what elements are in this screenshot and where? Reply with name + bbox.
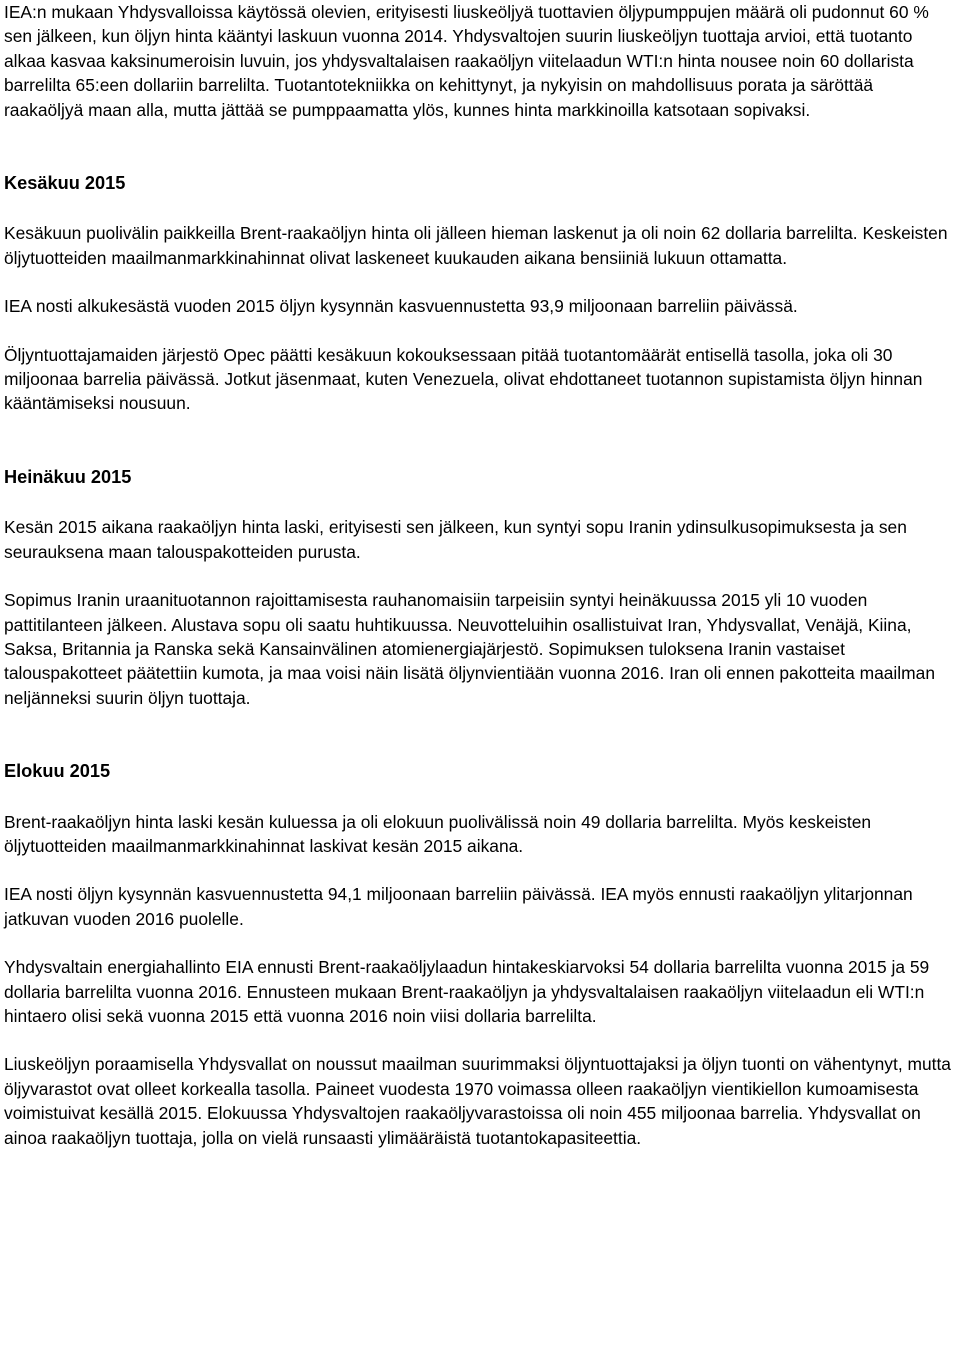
august-paragraph-2: IEA nosti öljyn kysynnän kasvuennustetta 94,1 miljoonaan barreliin päivässä. IEA myös ennusti raakaöljyn ylitarjonnan jatkuvan vuoden 2016 puolelle. <box>4 884 913 929</box>
august-paragraph-4: Liuskeöljyn poraamisella Yhdysvallat on noussut maailman suurimmaksi öljyntuottajaksi ja öljyn tuonti on vähentynyt, mutta öljyvarastot ovat olleet korkealla tasolla. Paineet vuodesta 1970 voimassa olleen raakaöljyn vientikiellon kumoamisesta voimistuivat kesällä 2015. Elokuussa Yhdysvaltojen raakaöljyvarastoissa oli noin 455 miljoonaa barrelia. Yhdysvallat on ainoa raakaöljyn tuottaja, jolla on vielä runsaasti ylimääräistä tuotantokapasiteettia. <box>4 1054 951 1148</box>
spacer <box>4 931 956 955</box>
section-heading-august: Elokuu 2015 <box>4 761 111 782</box>
spacer <box>4 270 956 294</box>
spacer <box>4 122 956 171</box>
section-heading-july: Heinäkuu 2015 <box>4 466 132 487</box>
section-heading-june: Kesäkuu 2015 <box>4 173 126 194</box>
spacer <box>4 195 956 221</box>
july-paragraph-1: Kesän 2015 aikana raakaöljyn hinta laski, erityisesti sen jälkeen, kun syntyi sopu Iranin ydinsulkusopimuksesta ja sen seurauksena maan talouspakotteiden purusta. <box>4 517 907 562</box>
spacer <box>4 319 956 343</box>
spacer <box>4 564 956 588</box>
document-page <box>4 0 956 1150</box>
intro-paragraph: IEA:n mukaan Yhdysvalloissa käytössä olevien, erityisesti liuskeöljyä tuottavien öljypumppujen määrä oli pudonnut 60 % sen jälkeen, kun öljyn hinta kääntyi laskuun vuonna 2014. Yhdysvaltojen suurin liuskeöljyn tuottaja arvioi, että tuotanto alkaa kasvaa kaksinumeroisin luvuin, jos yhdysvaltalaisen raakaöljyn viitelaadun WTI:n hinta nousee noin 60 dollarista barrelilta 65:een dollariin barrelilta. Tuotantotekniikka on kehittynyt, ja nykyisin on mahdollisuus porata ja säröttää raakaöljyä maan alla, mutta jättää se pumppaamatta ylös, kunnes hinta markkinoilla katsotaan sopivaksi. <box>4 2 929 120</box>
spacer <box>4 489 956 515</box>
spacer <box>4 784 956 810</box>
june-paragraph-3: Öljyntuottajamaiden järjestö Opec päätti kesäkuun kokouksessaan pitää tuotantomäärät entisellä tasolla, joka oli 30 miljoonaa barrelia päivässä. Jotkut jäsenmaat, kuten Venezuela, olivat ehdottaneet tuotannon supistamista öljyn hinnan kääntämiseksi nousuun. <box>4 344 923 414</box>
spacer <box>4 416 956 465</box>
july-paragraph-2: Sopimus Iranin uraanituotannon rajoittamisesta rauhanomaisiin tarpeisiin syntyi heinäkuussa 2015 yli 10 vuoden pattitilanteen jälkeen. Alustava sopu oli saatu huhtikuussa. Neuvotteluihin osallistuivat Iran, Yhdysvallat, Venäjä, Kiina, Saksa, Britannia ja Ranska sekä Kansainvälinen atomienergiajärjestö. Sopimuksen tuloksena Iranin vastaiset talouspakotteet päätettiin kumota, ja maa voisi näin lisätä öljynvientiään vuonna 2016. Iran oli ennen pakotteita maailman neljänneksi suurin öljyn tuottaja. <box>4 590 935 708</box>
august-paragraph-1: Brent-raakaöljyn hinta laski kesän kuluessa ja oli elokuun puolivälissä noin 49 dollaria barrelilta. Myös keskeisten öljytuotteiden maailmanmarkkinahinnat laskivat kesän 2015 aikana. <box>4 811 872 856</box>
spacer <box>4 1028 956 1052</box>
june-paragraph-2: IEA nosti alkukesästä vuoden 2015 öljyn kysynnän kasvuennustetta 93,9 miljoonaan barreliin päivässä. <box>4 296 798 317</box>
spacer <box>4 858 956 882</box>
august-paragraph-3: Yhdysvaltain energiahallinto EIA ennusti Brent-raakaöljylaadun hintakeskiarvoksi 54 dollaria barrelilta vuonna 2015 ja 59 dollaria barrelilta vuonna 2016. Ennusteen mukaan Brent-raakaöljyn ja yhdysvaltalaisen raakaöljyn viitelaadun eli WTI:n hintaero olisi sekä vuonna 2015 että vuonna 2016 noin viisi dollaria barrelilta. <box>4 957 930 1026</box>
spacer <box>4 710 956 759</box>
june-paragraph-1: Kesäkuun puolivälin paikkeilla Brent-raakaöljyn hinta oli jälleen hieman laskenut ja oli noin 62 dollaria barrelilta. Keskeisten öljytuotteiden maailmanmarkkinahinnat olivat laskeneet kuukauden aikana bensiiniä lukuun ottamatta. <box>4 223 948 268</box>
